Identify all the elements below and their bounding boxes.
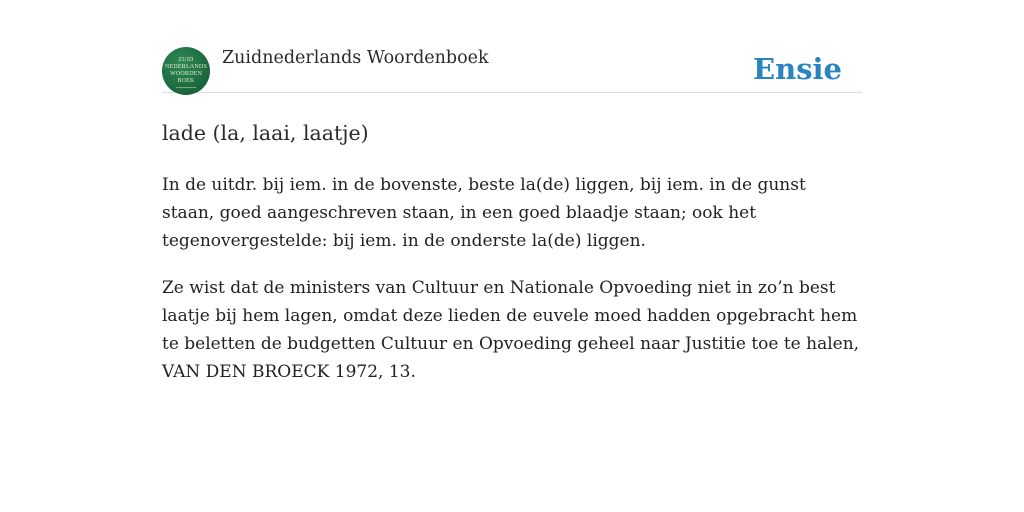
entry-example-quote: Ze wist dat de ministers van Cultuur en Nationale Opvoeding niet in zo’n best laatje bij hem lagen, omdat deze lieden de euvele moed hadden opgebracht hem te beletten de budgetten Cultuur en Opvoeding geheel naar Justitie toe te halen, VAN DEN BROECK 1972, 13. — [162, 278, 860, 382]
dictionary-title-link[interactable]: Zuidnederlands Woordenboek — [222, 48, 489, 68]
logo-line-2: NEDERLANDS — [165, 64, 207, 70]
page-header — [162, 46, 862, 93]
logo-line-4: BOEK — [177, 78, 195, 84]
page-content — [162, 46, 862, 386]
dictionary-logo[interactable] — [162, 47, 210, 95]
logo-wordmark — [162, 57, 210, 85]
entry-definition: In de uitdr. bij iem. in de bovenste, beste la(de) liggen, bij iem. in de gunst staan, goed aangeschreven staan, in een goed blaadje staan; ook het tegenovergestelde: bij iem. in de onderste la(de) liggen. — [162, 175, 806, 251]
logo-line-3: WOORDEN — [169, 71, 203, 77]
logo-line-1: ZUID — [178, 57, 194, 63]
entry-headword: lade (la, laai, laatje) — [162, 121, 369, 145]
ensie-brand-link[interactable]: Ensie — [753, 52, 842, 86]
logo-divider — [176, 87, 196, 88]
